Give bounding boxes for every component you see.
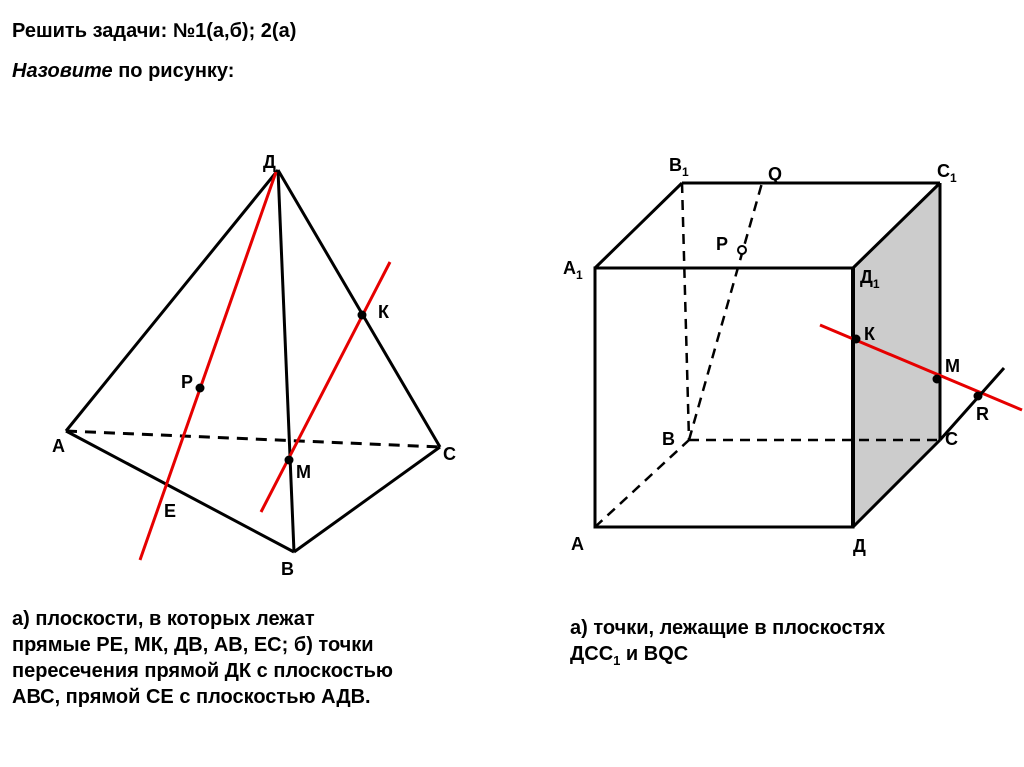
label-cube-M: М bbox=[945, 356, 960, 376]
point-M bbox=[285, 456, 294, 465]
task-left-line-4: АВС, прямой СЕ с плоскостью АДВ. bbox=[12, 686, 371, 708]
label-cube-C1: $С_1$ bbox=[937, 161, 957, 185]
point-P bbox=[196, 384, 205, 393]
edge-DC bbox=[278, 170, 440, 447]
label-pyr-B: В bbox=[281, 559, 294, 579]
edge-A1B1 bbox=[595, 183, 682, 268]
label-cube-D: Д bbox=[853, 536, 866, 556]
front-face bbox=[595, 268, 853, 527]
task-right-plane-2: и BQC bbox=[620, 643, 689, 665]
edge-AB-hidden bbox=[595, 440, 689, 527]
label-pyr-K: К bbox=[378, 302, 389, 322]
label-pyr-M: М bbox=[296, 462, 311, 482]
line-BQ-hidden bbox=[689, 183, 762, 440]
pyramid-red-lines bbox=[140, 172, 390, 560]
label-pyr-P: Р bbox=[181, 372, 194, 392]
edge-DB bbox=[278, 170, 294, 552]
point-K bbox=[358, 311, 367, 320]
task-right-line-2 bbox=[570, 641, 1010, 674]
task-left-text bbox=[12, 606, 512, 710]
label-cube-D1: $Д_1$ bbox=[860, 267, 880, 291]
task-right-line-1: а) точки, лежащие в плоскостях bbox=[570, 617, 886, 639]
label-cube-C: С bbox=[945, 429, 958, 449]
task-right-subscript: 1 bbox=[613, 653, 621, 668]
point-M bbox=[933, 375, 942, 384]
point-P bbox=[738, 246, 746, 254]
label-cube-B: В bbox=[662, 429, 675, 449]
task-left-line-1: а) плоскости, в которых лежат bbox=[12, 608, 315, 630]
label-cube-A: А bbox=[571, 534, 584, 554]
subtitle-rest: по рисунку: bbox=[112, 60, 235, 82]
line-DE bbox=[140, 172, 276, 560]
label-cube-K: К bbox=[864, 324, 875, 344]
face-DCC1D1 bbox=[853, 183, 940, 527]
label-pyr-E: Е bbox=[164, 501, 177, 521]
label-cube-R: R bbox=[976, 404, 989, 424]
pyramid-figure bbox=[66, 170, 440, 552]
label-pyr-C: С bbox=[443, 444, 456, 464]
label-cube-A1: $А_1$ bbox=[563, 258, 583, 282]
task-left-line-3: пересечения прямой ДК с плоскостью bbox=[12, 660, 393, 682]
edge-DA bbox=[66, 170, 278, 431]
label-pyr-D: Д bbox=[263, 152, 276, 172]
task-left-line-2: прямые РЕ, МК, ДВ, АВ, ЕС; б) точки bbox=[12, 634, 374, 656]
edge-BB1-hidden bbox=[682, 183, 689, 440]
edge-AC-hidden bbox=[66, 431, 440, 447]
page-title: Решить задачи: №1(а,б); 2(а) bbox=[12, 20, 297, 42]
subtitle-emphasis: Назовите bbox=[12, 60, 113, 82]
line-MK bbox=[261, 262, 390, 512]
edge-BC bbox=[294, 447, 440, 552]
label-cube-Q: Q bbox=[768, 164, 783, 184]
task-right-plane-1: ДСС bbox=[570, 643, 614, 665]
label-pyr-A: А bbox=[52, 436, 65, 456]
label-cube-B1: $В_1$ bbox=[669, 155, 689, 179]
label-cube-P: Р bbox=[716, 234, 729, 254]
point-K bbox=[852, 335, 861, 344]
task-right-text bbox=[570, 615, 1010, 674]
point-R bbox=[974, 392, 983, 401]
